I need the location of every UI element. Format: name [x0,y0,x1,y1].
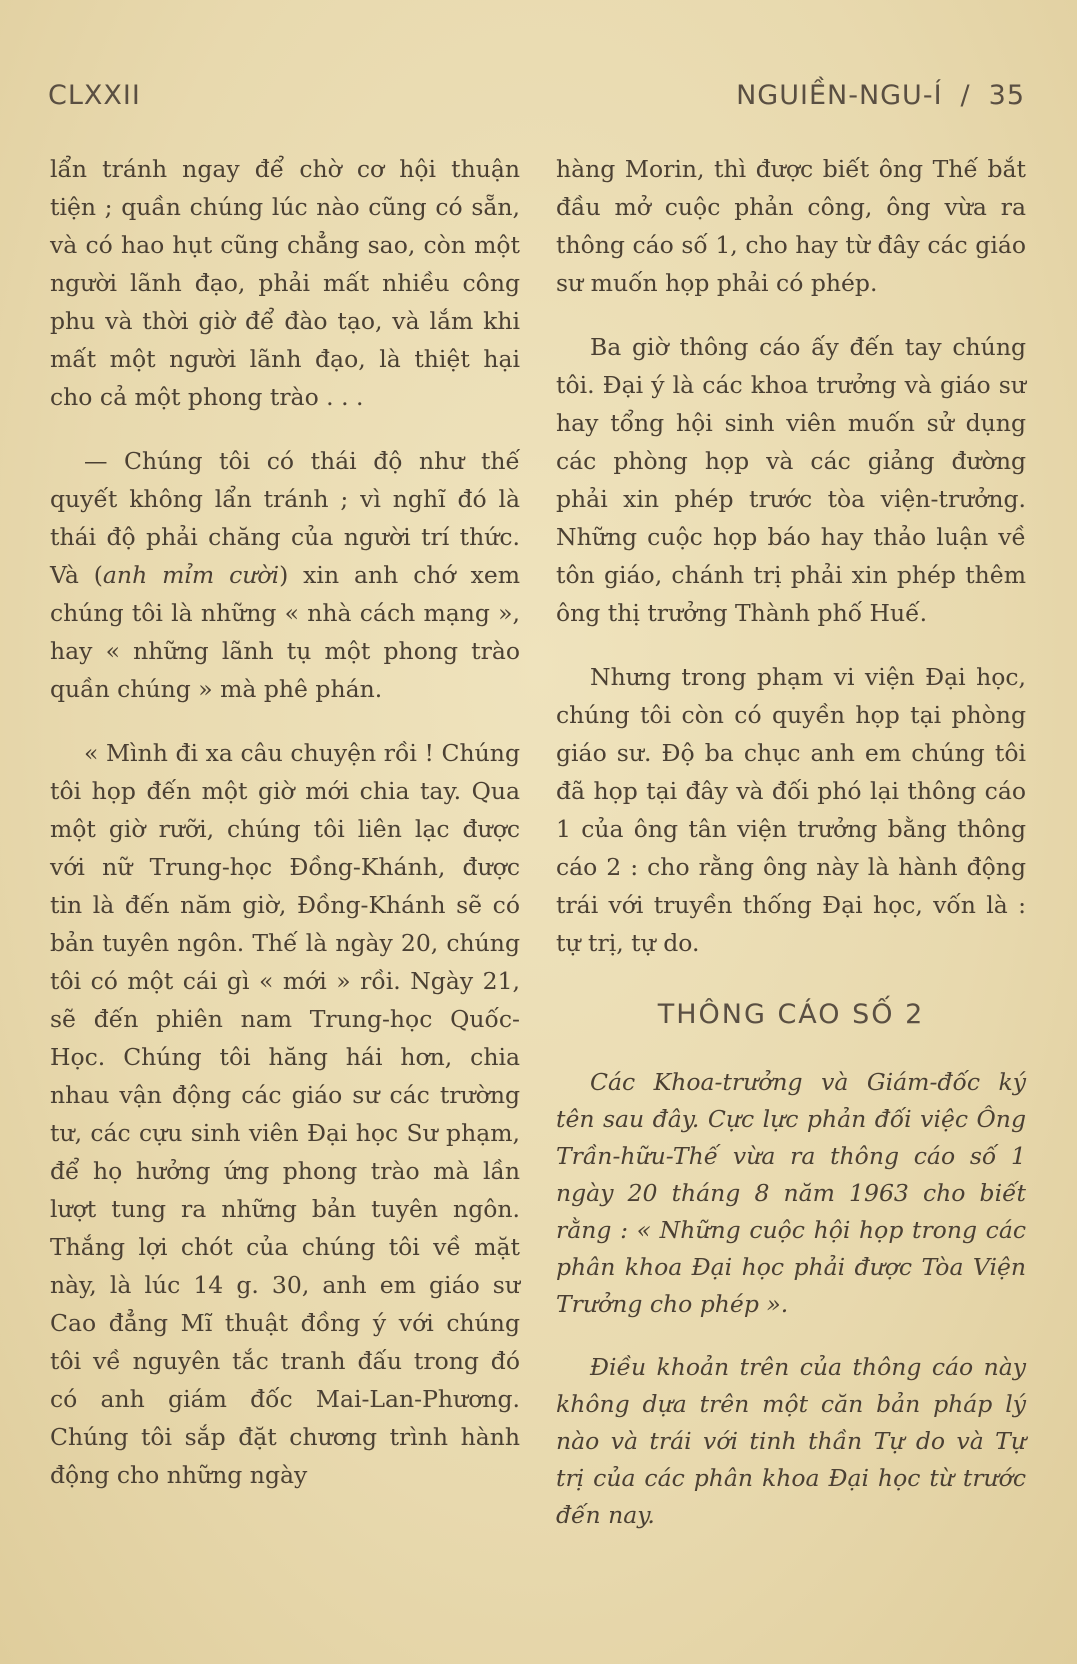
header-roman-numeral: CLXXII [48,80,141,111]
left-paragraph-1: lẩn tránh ngay để chờ cơ hội thuận tiện ; quần chúng lúc nào cũng có sẵn, và có hao hụt cũng chẳng sao, còn một người lãnh đạo, phải mất nhiều công phu và thời giờ để đào tạo, và lắm khi mất một người lãnh đạo, là thiệt hại cho cả một phong trào . . . [50,155,520,411]
page-number: 35 [988,80,1025,111]
left-column [50,150,520,1494]
right-paragraph-3: Nhưng trong phạm vi viện Đại học, chúng tôi còn có quyền họp tại phòng giáo sư. Độ ba chục anh em chúng tôi đã họp tại đây và đối phó lại thông cáo 1 của ông tân viện trưởng bằng thông cáo 2 : cho rằng ông này là hành động trái với truyền thống Đại học, vốn là : tự trị, tự do. [556,663,1026,957]
header-separator: / [960,80,971,111]
right-paragraph-2: Ba giờ thông cáo ấy đến tay chúng tôi. Đại ý là các khoa trưởng và giáo sư hay tổng hội sinh viên muốn sử dụng các phòng họp và các giảng đường phải xin phép trước tòa viện-trưởng. Những cuộc họp báo hay thảo luận về tôn giáo, chánh trị phải xin phép thêm ông thị trưởng Thành phố Huế. [556,333,1026,627]
left-paragraph-2-end: ) xin anh chớ xem chúng tôi là những « nhà cách mạng », hay « những lãnh tụ một phong trào quần chúng » mà phê phán. [50,561,521,703]
right-column [556,150,1026,1534]
communique-paragraph-2: Điều khoản trên của thông cáo này không dựa trên một căn bản pháp lý nào và trái với tinh thần Tự do và Tự trị của các phân khoa Đại học từ trước đến nay. [556,1353,1026,1529]
communique-paragraph-1: Các Khoa-trưởng và Giám-đốc ký tên sau đây. Cực lực phản đối việc Ông Trần-hữu-Thế vừa ra thông cáo số 1 ngày 20 tháng 8 năm 1963 cho biết rằng : « Những cuộc hội họp trong các phân khoa Đại học phải được Tòa Viện Trưởng cho phép ». [556,1068,1026,1318]
right-paragraph-1: hàng Morin, thì được biết ông Thế bắt đầu mở cuộc phản công, ông vừa ra thông cáo số 1, cho hay từ đây các giáo sư muốn họp phải có phép. [556,155,1026,297]
left-paragraph-2-italic: anh mỉm cười [102,561,280,589]
left-paragraph-3: « Mình đi xa câu chuyện rồi ! Chúng tôi họp đến một giờ mới chia tay. Qua một giờ rưỡi, chúng tôi liên lạc được với nữ Trung-học Đồng-Khánh, được tin là đến năm giờ, Đồng-Khánh sẽ có bản tuyên ngôn. Thế là ngày 20, chúng tôi có một cái gì « mới » rồi. Ngày 21, sẽ đến phiên nam Trung-học Quốc-Học. Chúng tôi hăng hái hơn, chia nhau vận động các giáo sư các trường tư, các cựu sinh viên Đại học Sư phạm, để họ hưởng ứng phong trào mà lần lượt tung ra những bản tuyên ngôn. Thắng lợi chót của chúng tôi về mặt này, là lúc 14 g. 30, anh em giáo sư Cao đẳng Mĩ thuật đồng ý với chúng tôi về nguyên tắc tranh đấu trong đó có anh giám đốc Mai-Lan-Phương. Chúng tôi sắp đặt chương trình hành động cho những ngày [50,739,520,1489]
page-header [48,80,1025,120]
header-title-group [736,80,1025,111]
left-paragraph-2 [50,442,520,708]
publication-title: NGUIỀN-NGU-Í [736,80,943,111]
left-paragraph-2-start: — Chúng tôi có thái độ như thế quyết không lẩn tránh ; vì nghĩ đó là thái độ phải chăng của người trí thức. Và ( [50,447,520,589]
section-heading: THÔNG CÁO SỐ 2 [657,999,925,1030]
